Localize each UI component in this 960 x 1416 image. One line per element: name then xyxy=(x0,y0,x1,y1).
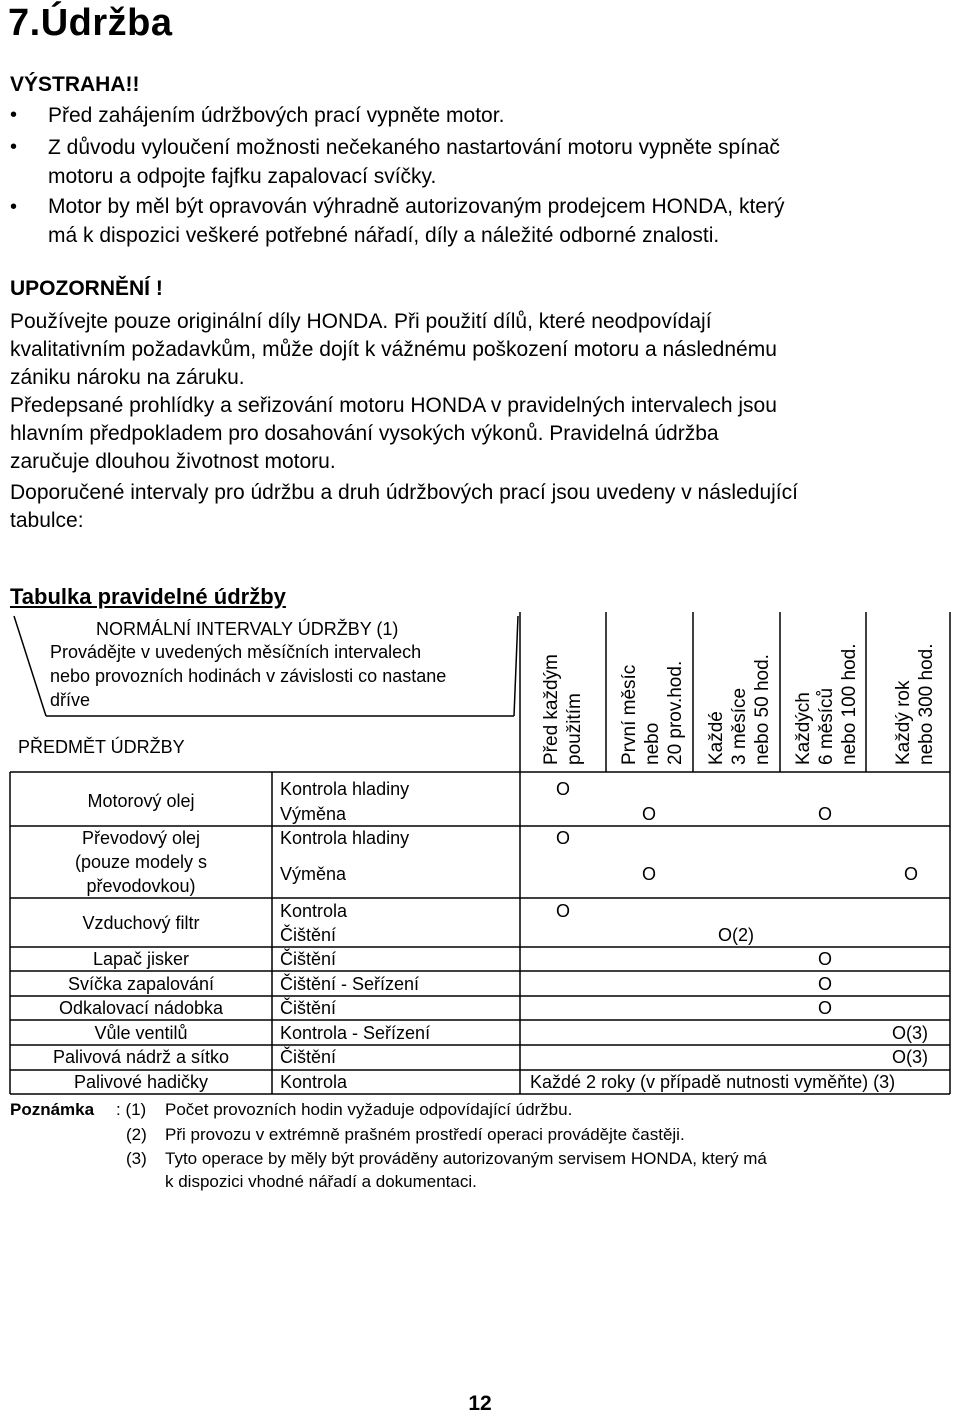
note-number: (3) xyxy=(126,1149,147,1168)
bullet-icon: • xyxy=(10,196,18,218)
header-diagonal-left xyxy=(14,616,46,716)
interval-span-note: Každé 2 roky (v případě nutnosti vyměňte) (3) xyxy=(530,1072,896,1092)
note-text: Při provozu v extrémně prašném prostředí operaci provádějte častěji. xyxy=(165,1125,685,1144)
warning-bullet-2-line-2: motoru a odpojte fajfku zapalovací svíčky. xyxy=(48,165,437,188)
interval-mark: O xyxy=(818,949,833,969)
action-cell: Čištění xyxy=(280,949,337,969)
item-valve-clearance: Vůle ventilů xyxy=(94,1023,188,1043)
intervals-instruction: Provádějte v uvedených měsíčních intervalech xyxy=(50,642,422,662)
item-fuel-tank: Palivová nádrž a sítko xyxy=(52,1047,230,1067)
interval-mark: O xyxy=(818,974,833,994)
column-header: Každý rok nebo 300 hod. xyxy=(893,643,937,765)
action-cell: Kontrola xyxy=(280,1072,348,1092)
item-sediment-cup: Odkalovací nádobka xyxy=(58,998,224,1018)
note-text: Tyto operace by měly být prováděny autorizovaným servisem HONDA, který má xyxy=(165,1149,767,1168)
warning-bullet-1: Před zahájením údržbových prací vypněte motor. xyxy=(48,104,505,127)
caution-line: tabulce: xyxy=(10,509,84,532)
interval-mark: O xyxy=(818,804,833,824)
interval-mark: O xyxy=(904,864,919,884)
interval-mark: O(2) xyxy=(718,925,754,945)
page-number: 12 xyxy=(468,1392,492,1415)
caution-line: Doporučené intervaly pro údržbu a druh údržbových prací jsou uvedeny v následující xyxy=(10,481,798,504)
intervals-heading: NORMÁLNÍ INTERVALY ÚDRŽBY (1) xyxy=(96,619,399,639)
caution-line: Předepsané prohlídky a seřizování motoru HONDA v pravidelných intervalech jsou xyxy=(10,394,777,417)
column-header: Každých 6 měsíců nebo 100 hod. xyxy=(793,643,860,765)
caution-line: kvalitativním požadavkům, může dojít k vážnému poškození motoru a následnému xyxy=(10,338,777,361)
interval-mark: O xyxy=(556,901,571,921)
item-heading: PŘEDMĚT ÚDRŽBY xyxy=(18,737,185,757)
item-engine-oil: Motorový olej xyxy=(87,791,195,811)
caution-title: UPOZORNĚNÍ ! xyxy=(10,277,163,300)
caution-line: zániku nároku na záruku. xyxy=(10,366,245,389)
item-gear-oil: Převodový olej xyxy=(81,828,201,848)
bullet-icon: • xyxy=(10,136,18,158)
note-text: Počet provozních hodin vyžaduje odpovídající údržbu. xyxy=(165,1100,573,1119)
interval-mark: O(3) xyxy=(892,1023,928,1043)
item-spark-arrester: Lapač jisker xyxy=(92,949,190,969)
column-header: Každé 3 měsíce nebo 50 hod. xyxy=(706,654,773,765)
section-heading: 7.Údržba xyxy=(8,2,173,44)
item-fuel-lines: Palivové hadičky xyxy=(73,1072,209,1092)
header-diagonal-right xyxy=(514,616,518,716)
note-number: : (1) xyxy=(116,1100,147,1119)
action-cell: Výměna xyxy=(280,864,347,884)
intervals-instruction: dříve xyxy=(50,690,91,710)
caution-line: zaručuje dlouhou životnost motoru. xyxy=(10,450,336,473)
note-number: (2) xyxy=(126,1125,147,1144)
item-gear-oil-note: převodovkou) xyxy=(86,876,196,896)
bullet-icon: • xyxy=(10,104,18,126)
action-cell: Kontrola hladiny xyxy=(280,779,410,799)
action-cell: Čištění xyxy=(280,998,337,1018)
action-cell: Kontrola hladiny xyxy=(280,828,410,848)
item-gear-oil-note: (pouze modely s xyxy=(74,852,208,872)
caution-line: Používejte pouze originální díly HONDA. Při použití dílů, které neodpovídají xyxy=(10,310,712,333)
interval-mark: O xyxy=(556,828,571,848)
notes-label: Poznámka xyxy=(10,1100,95,1119)
column-header: Před každým použitím xyxy=(541,654,585,765)
interval-mark: O xyxy=(642,804,657,824)
action-cell: Čištění xyxy=(280,1047,337,1067)
table-title: Tabulka pravidelné údržby xyxy=(10,584,286,609)
interval-mark: O xyxy=(642,864,657,884)
action-cell: Čištění xyxy=(280,925,337,945)
warning-bullet-3-line-1: Motor by měl být opravován výhradně autorizovaným prodejcem HONDA, který xyxy=(48,195,785,218)
warning-bullet-3-line-2: má k dispozici veškeré potřebné nářadí, díly a náležité odborné znalosti. xyxy=(48,224,720,247)
action-cell: Kontrola - Seřízení xyxy=(280,1023,431,1043)
action-cell: Výměna xyxy=(280,804,347,824)
item-spark-plug: Svíčka zapalování xyxy=(67,974,215,994)
action-cell: Kontrola xyxy=(280,901,348,921)
column-header: První měsíc nebo 20 prov.hod. xyxy=(619,660,686,765)
interval-mark: O xyxy=(556,779,571,799)
warning-bullet-2-line-1: Z důvodu vyloučení možnosti nečekaného nastartování motoru vypněte spínač xyxy=(48,136,780,159)
warning-title: VÝSTRAHA!! xyxy=(10,73,140,96)
interval-mark: O(3) xyxy=(892,1047,928,1067)
interval-mark: O xyxy=(818,998,833,1018)
note-text: k dispozici vhodné nářadí a dokumentaci. xyxy=(165,1172,477,1191)
intervals-instruction: nebo provozních hodinách v závislosti co nastane xyxy=(50,666,447,686)
action-cell: Čištění - Seřízení xyxy=(280,974,420,994)
item-air-filter: Vzduchový filtr xyxy=(82,913,200,933)
caution-line: hlavním předpokladem pro dosahování vysokých výkonů. Pravidelná údržba xyxy=(10,422,719,445)
